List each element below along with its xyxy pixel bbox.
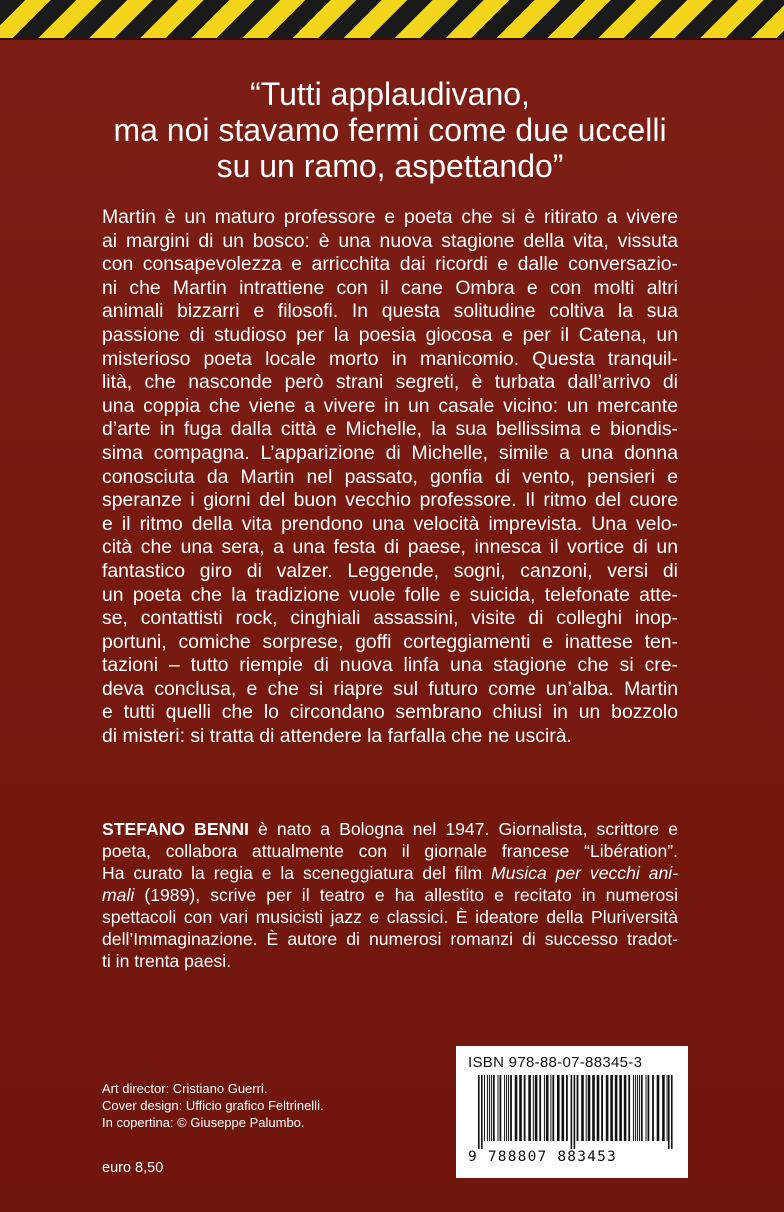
synopsis-line: ni che Martin intrattiene con il cane Ombra e con molti altri	[102, 276, 678, 299]
synopsis-line: cità che una sera, a una festa di paese, innesca il vortice di un	[102, 536, 678, 559]
bio-text: (1989), scrive per il teatro e ha allestito e recitato in numerosi	[134, 885, 678, 905]
pull-quote	[100, 76, 680, 184]
bio-line	[102, 862, 678, 884]
credit-line: Cover design: Ufficio grafico Feltrinelli.	[102, 1098, 324, 1113]
isbn-barcode-box	[456, 1046, 688, 1178]
synopsis-line: misterioso poeta locale morto in manicomio. Questa tranquil-	[102, 347, 678, 370]
synopsis-line: un poeta che la tradizione vuole folle e suicida, telefonate atte-	[102, 583, 678, 606]
isbn-label: ISBN 978-88-07-88345-3	[468, 1054, 643, 1071]
barcode-digits: 9 788807 883453	[468, 1149, 617, 1165]
quote-line: su un ramo, aspettando”	[216, 148, 564, 184]
film-title: Musica per vecchi ani-	[491, 863, 679, 883]
synopsis-line: animali bizzarri e filosofi. In questa solitudine coltiva la sua	[102, 300, 678, 323]
author-name: STEFANO BENNI	[102, 819, 249, 839]
author-bio	[102, 818, 678, 972]
credits-block	[102, 1080, 324, 1131]
synopsis-line: tazioni – tutto riempie di nuova linfa una stagione che si cre-	[102, 654, 678, 677]
synopsis-line: e tutti quelli che lo circondano sembrano chiusi in un bozzolo	[102, 701, 678, 724]
bio-text: Ha curato la regia e la sceneggiatura del film	[102, 863, 491, 883]
credit-line: Art director: Cristiano Guerri.	[102, 1081, 268, 1096]
quote-line: “Tutti applaudivano,	[250, 76, 530, 112]
synopsis-line: con consapevolezza e arricchita dai ricordi e dalle conversazio-	[102, 253, 678, 276]
warning-stripes-band	[0, 0, 784, 40]
synopsis-line: una coppia che viene a vivere in un casale vicino: un mercante	[102, 394, 678, 417]
synopsis-line: sima compagna. L’apparizione di Michelle, simile a una donna	[102, 441, 678, 464]
price-label: euro 8,50	[102, 1160, 164, 1176]
synopsis-line: conosciuta da Martin nel passato, gonfia di vento, pensieri e	[102, 465, 678, 488]
synopsis-line: di misteri: si tratta di attendere la farfalla che ne uscirà.	[102, 725, 572, 748]
bio-line: ti in trenta paesi.	[102, 951, 232, 971]
synopsis-line: ai margini di un bosco: è una nuova stagione della vita, vissuta	[102, 229, 678, 252]
credit-line: In copertina: © Giuseppe Palumbo.	[102, 1115, 305, 1130]
synopsis-line: deva conclusa, e che si riapre sul futuro come un’alba. Martin	[102, 677, 678, 700]
synopsis-line: e il ritmo della vita prendono una velocità imprevista. Una velo-	[102, 512, 678, 535]
synopsis-line: se, contattisti rock, cinghiali assassini, visite di colleghi inop-	[102, 607, 678, 630]
quote-line: ma noi stavamo fermi come due uccelli	[113, 112, 667, 148]
synopsis-line: passione di studioso per la poesia giocosa e per il Catena, un	[102, 323, 678, 346]
bio-line: poeta, collabora attualmente con il giornale francese “Libération”.	[102, 841, 678, 861]
synopsis-line: fantastico giro di valzer. Leggende, sogni, canzoni, versi di	[102, 559, 678, 582]
bio-line: dell’Immaginazione. È autore di numerosi romanzi di successo tradot-	[102, 929, 678, 949]
barcode-icon	[468, 1075, 678, 1149]
bio-line	[102, 884, 678, 906]
bio-line	[102, 818, 678, 840]
bio-text: è nato a Bologna nel 1947. Giornalista, scrittore e	[248, 819, 679, 839]
synopsis-line: portuni, comiche sorprese, goffi corteggiamenti e inattese ten-	[102, 630, 678, 653]
synopsis-line: lità, che nasconde però strani segreti, è turbata dall’arrivo di	[102, 371, 678, 394]
synopsis-line: Martin è un maturo professore e poeta che si è ritirato a vivere	[102, 206, 678, 228]
film-title: mali	[102, 885, 135, 905]
synopsis-paragraph	[102, 206, 678, 749]
synopsis-line: d’arte in fuga dalla città e Michelle, la sua bellissima e biondis-	[102, 418, 678, 441]
synopsis-line: speranze i giorni del buon vecchio professore. Il ritmo del cuore	[102, 489, 678, 512]
bio-line: spettacoli con vari musicisti jazz e classici. È ideatore della Pluriversità	[102, 907, 678, 927]
